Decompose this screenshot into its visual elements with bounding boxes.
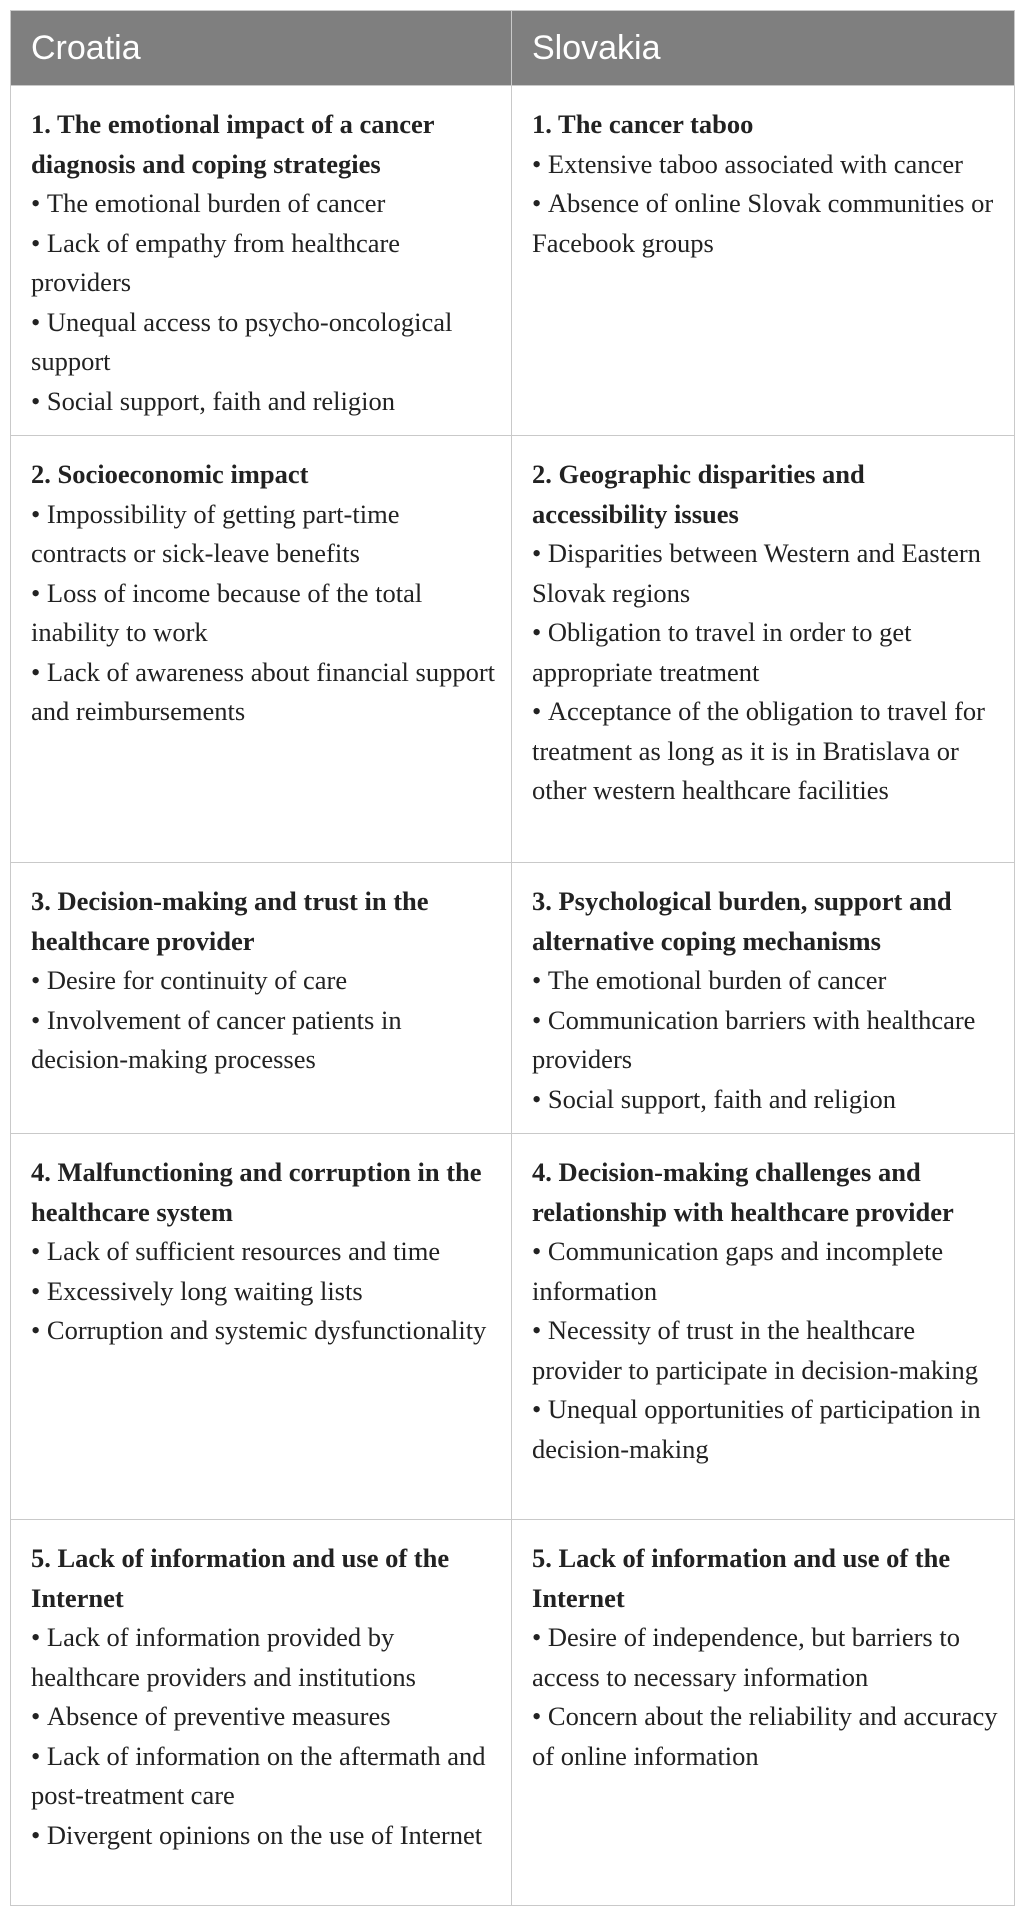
- theme-bullet: • Social support, faith and religion: [532, 1080, 1002, 1120]
- theme-bullet: • Desire for continuity of care: [31, 961, 499, 1001]
- header-croatia: Croatia: [11, 11, 512, 86]
- theme-bullet: • Impossibility of getting part-time contracts or sick-leave benefits: [31, 495, 499, 574]
- theme-heading: 4. Decision-making challenges and relationship with healthcare provider: [532, 1157, 954, 1227]
- theme-bullet: • The emotional burden of cancer: [532, 961, 1002, 1001]
- table-row: [11, 1520, 1015, 1906]
- table-row: [11, 863, 1015, 1134]
- theme-bullet: • Obligation to travel in order to get appropriate treatment: [532, 613, 1002, 692]
- header-slovakia: Slovakia: [512, 11, 1015, 86]
- theme-heading: 2. Socioeconomic impact: [31, 459, 309, 489]
- theme-bullet: • Lack of awareness about financial support and reimbursements: [31, 653, 499, 732]
- theme-heading: 1. The emotional impact of a cancer diagnosis and coping strategies: [31, 109, 435, 179]
- theme-bullet: • Necessity of trust in the healthcare provider to participate in decision-making: [532, 1311, 1002, 1390]
- theme-heading: 5. Lack of information and use of the Internet: [532, 1543, 951, 1613]
- theme-bullet: • Lack of empathy from healthcare providers: [31, 224, 499, 303]
- theme-bullet: • Lack of sufficient resources and time: [31, 1232, 499, 1272]
- table-row: [11, 86, 1015, 436]
- theme-bullet: • Lack of information provided by healthcare providers and institutions: [31, 1618, 499, 1697]
- slovakia-cell: [512, 1520, 1015, 1906]
- theme-heading: 4. Malfunctioning and corruption in the healthcare system: [31, 1157, 482, 1227]
- theme-bullet: • Acceptance of the obligation to travel for treatment as long as it is in Bratislava or other western healthcare facilities: [532, 692, 1002, 811]
- theme-bullet: • Communication gaps and incomplete information: [532, 1232, 1002, 1311]
- theme-bullet: • Extensive taboo associated with cancer: [532, 145, 1002, 185]
- theme-bullet: • Involvement of cancer patients in decision-making processes: [31, 1001, 499, 1080]
- slovakia-cell: [512, 436, 1015, 863]
- croatia-cell: [11, 86, 512, 436]
- croatia-cell: [11, 1134, 512, 1520]
- theme-bullet: • Absence of preventive measures: [31, 1697, 499, 1737]
- slovakia-cell: [512, 1134, 1015, 1520]
- theme-bullet: • Unequal access to psycho-oncological support: [31, 303, 499, 382]
- theme-heading: 1. The cancer taboo: [532, 109, 754, 139]
- theme-bullet: • Absence of online Slovak communities or Facebook groups: [532, 184, 1002, 263]
- theme-bullet: • Desire of independence, but barriers to access to necessary information: [532, 1618, 1002, 1697]
- theme-bullet: • Social support, faith and religion: [31, 382, 499, 422]
- croatia-cell: [11, 1520, 512, 1906]
- theme-bullet: • Concern about the reliability and accuracy of online information: [532, 1697, 1002, 1776]
- theme-bullet: • Loss of income because of the total inability to work: [31, 574, 499, 653]
- table-row: [11, 436, 1015, 863]
- table-row: [11, 1134, 1015, 1520]
- themes-table: [10, 10, 1015, 1906]
- theme-heading: 5. Lack of information and use of the Internet: [31, 1543, 450, 1613]
- theme-bullet: • Unequal opportunities of participation in decision-making: [532, 1390, 1002, 1469]
- theme-heading: 3. Psychological burden, support and alternative coping mechanisms: [532, 886, 952, 956]
- theme-bullet: • Communication barriers with healthcare providers: [532, 1001, 1002, 1080]
- theme-heading: 2. Geographic disparities and accessibility issues: [532, 459, 865, 529]
- theme-heading: 3. Decision-making and trust in the healthcare provider: [31, 886, 429, 956]
- croatia-cell: [11, 436, 512, 863]
- slovakia-cell: [512, 86, 1015, 436]
- theme-bullet: • Excessively long waiting lists: [31, 1272, 499, 1312]
- theme-bullet: • Divergent opinions on the use of Internet: [31, 1816, 499, 1856]
- theme-bullet: • Corruption and systemic dysfunctionality: [31, 1311, 499, 1351]
- croatia-cell: [11, 863, 512, 1134]
- slovakia-cell: [512, 863, 1015, 1134]
- theme-bullet: • Lack of information on the aftermath and post-treatment care: [31, 1737, 499, 1816]
- theme-bullet: • Disparities between Western and Eastern Slovak regions: [532, 534, 1002, 613]
- header-row: [11, 11, 1015, 86]
- theme-bullet: • The emotional burden of cancer: [31, 184, 499, 224]
